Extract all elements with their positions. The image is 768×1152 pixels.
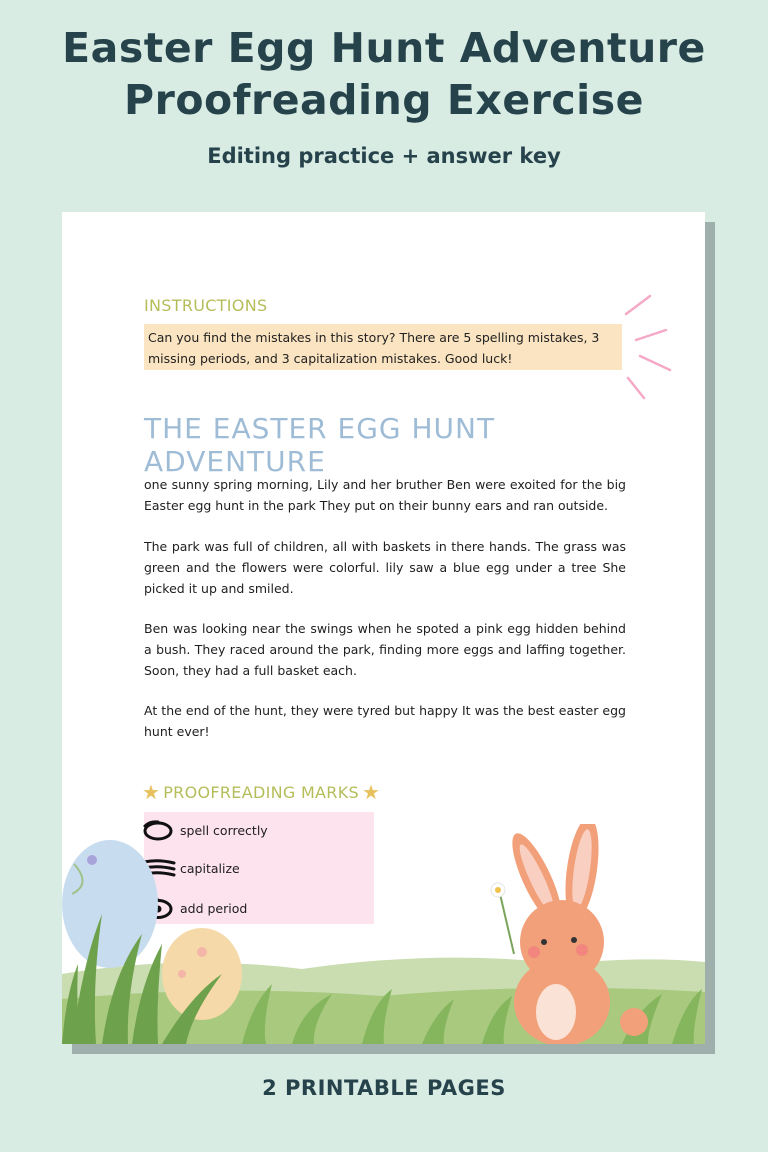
page-subtitle: Editing practice + answer key [207, 144, 561, 168]
story-paragraph-4: At the end of the hunt, they were tyred but happy It was the best easter egg hunt ever! [144, 703, 626, 739]
mark-label: add period [180, 900, 248, 916]
instructions-label: INSTRUCTIONS [144, 296, 268, 315]
story-paragraph-3: Ben was looking near the swings when he spoted a pink egg hidden behind a bush. They raced around the park, finding more eggs and laffing together. Soon, they had a full basket each. [144, 621, 626, 678]
mark-label: spell correctly [180, 822, 268, 838]
page-title [0, 22, 768, 126]
worksheet-page [62, 212, 705, 1044]
bunny-icon [503, 824, 648, 1044]
yellow-egg-icon [162, 928, 242, 1020]
instructions-text: Can you find the mistakes in this story? There are 5 spelling mistakes, 3 missing periods, and 3 capitalization mistakes. Good luck! [144, 324, 622, 370]
proofreading-marks-label [142, 780, 380, 804]
flower-icon [491, 883, 514, 954]
title-line-2: Proofreading Exercise [124, 76, 644, 124]
easter-illustration [62, 824, 705, 1044]
sparkle-rays-icon [618, 292, 678, 402]
blue-egg-icon [62, 840, 158, 968]
mark-label: capitalize [180, 860, 240, 876]
story-paragraph-1: one sunny spring morning, Lily and her bruther Ben were exoited for the big Easter egg hunt in the park They put on their bunny ears and ran outside. [144, 477, 626, 513]
proofreading-marks-text: PROOFREADING MARKS [163, 782, 359, 802]
star-icon: ★ [361, 780, 381, 804]
story-paragraph-2: The park was full of children, all with baskets in there hands. The grass was green and the flowers were colorful. lily saw a blue egg under a tree She picked it up and smiled. [144, 539, 626, 596]
footer-caption: 2 PRINTABLE PAGES [262, 1076, 506, 1100]
star-icon: ★ [142, 780, 161, 804]
title-line-1: Easter Egg Hunt Adventure [62, 24, 706, 72]
story-title: THE EASTER EGG HUNT ADVENTURE [144, 412, 496, 478]
